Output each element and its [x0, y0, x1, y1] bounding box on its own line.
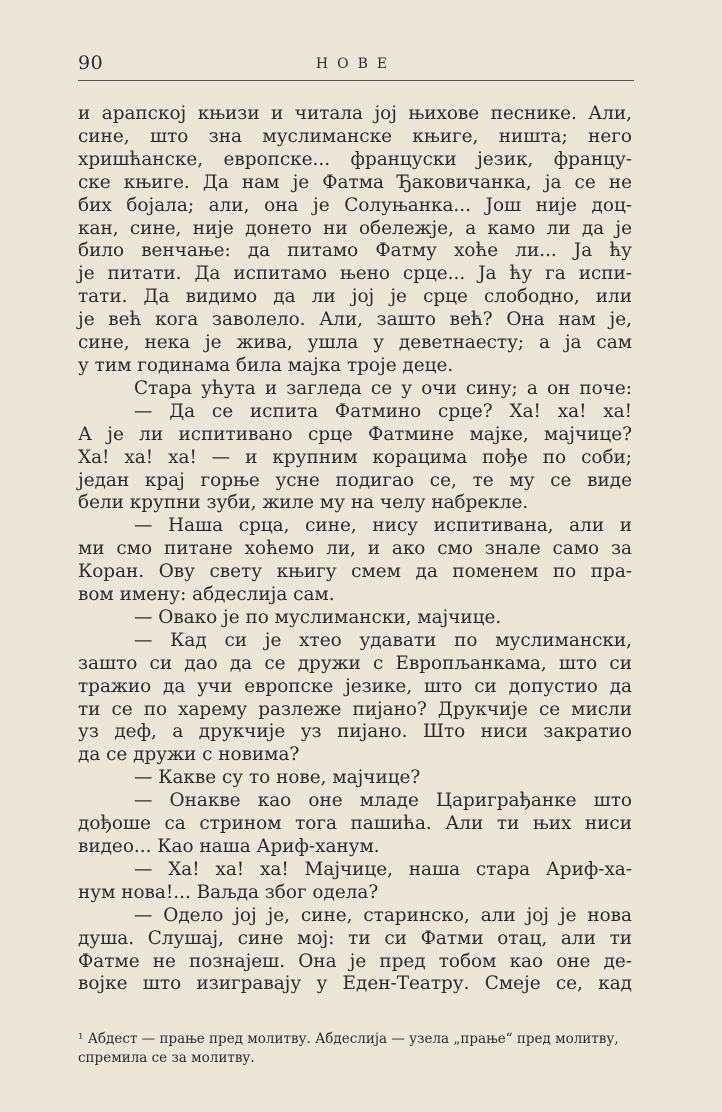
- header-rule: [78, 80, 634, 81]
- text-line: бели крупни зуби, жиле му на челу набрекле.: [78, 492, 529, 514]
- text-line: један крај горње усне подигао се, те му се виде: [78, 469, 632, 491]
- text-line: ми смо питане хоћемо ли, и ако смо знале само за: [78, 538, 632, 560]
- text-line: да се дружи с новима?: [78, 744, 300, 766]
- text-line: сине, што зна муслиманске књиге, ништа; него: [78, 125, 632, 147]
- text-line: тати. Да видимо да ли јој је срце слободно, или: [78, 286, 632, 308]
- text-line: хришћанске, европске... француски језик, францу-: [78, 148, 632, 170]
- text-line: сине, нека је жива, ушла у деветнаесту; а ја сам: [78, 332, 632, 354]
- text-line: било венчање: да питамо Фатму хоће ли... Ја ћу: [78, 240, 632, 262]
- text-line: зашто си дао да се дружи с Европљанкама, што си: [78, 652, 632, 674]
- text-line: душа. Слушај, сине мој: ти си Фатми отац, али ти: [78, 927, 632, 949]
- body-text: [78, 103, 632, 996]
- text-line: — Какве су то нове, мајчице?: [134, 767, 421, 789]
- text-line: — Да се испита Фатмино срце? Ха! ха! ха!: [134, 400, 632, 422]
- page-header: [78, 50, 634, 80]
- text-line: вом имену: абдеслија сам.: [78, 584, 335, 606]
- text-line: Фатме не познајеш. Она је пред тобом као оне де-: [78, 950, 632, 972]
- text-line: — Овако је по муслимански, мајчице.: [134, 606, 502, 628]
- text-line: уз деф, а друкчије уз пијано. Што ниси закратио: [78, 721, 632, 743]
- text-line: — Одело јој је, сине, старинско, али јој је нова: [134, 904, 632, 926]
- text-line: је питати. Да испитамо њено срце... Ја ћу га испи-: [78, 263, 632, 285]
- text-line: дођоше са стрином тога пашића. Али ти њих ниси: [78, 813, 632, 835]
- text-line: Коран. Ову свету књигу смем да поменем по пра-: [78, 561, 632, 583]
- text-line: — Наша срца, сине, нису испитивана, али и: [134, 515, 632, 537]
- text-line: — Ха! ха! ха! Мајчице, наша стара Ариф-ха-: [134, 858, 632, 880]
- text-line: Ха! ха! ха! — и крупним корацима пође по соби;: [78, 446, 632, 468]
- text-line: А је ли испитивано срце Фатмине мајке, мајчице?: [78, 423, 632, 445]
- footnote: ¹ Абдест — прање пред молитву. Абдеслија — узела „прање“ пред молитву, спремила се за молитву.: [78, 1031, 619, 1066]
- text-line: и арапској књизи и читала јој њихове песнике. Али,: [78, 103, 632, 124]
- text-line: тражио да учи европске језике, што си допустио да: [78, 675, 632, 697]
- text-line: у тим годинама била мајка троје деце.: [78, 354, 454, 376]
- text-line: — Кад си је хтео удавати по муслимански,: [134, 629, 632, 651]
- text-line: кан, сине, није донето ни обележје, а камо ли да је: [78, 217, 632, 239]
- text-line: видео... Као наша Ариф-ханум.: [78, 836, 380, 857]
- text-line: војке што изигравају у Еден-Театру. Смеје се, кад: [78, 973, 632, 995]
- text-line: је већ кога заволело. Али, зашто већ? Она нам је,: [78, 309, 632, 331]
- running-title: НОВЕ: [315, 56, 397, 72]
- text-line: — Онакве као оне младе Цариграђанке што: [134, 790, 632, 812]
- text-line: Стара ућута и загледа се у очи сину; а он поче:: [134, 377, 632, 399]
- text-line: ти се по харему разлеже пијано? Друкчије се мисли: [78, 698, 632, 720]
- page-number: 90: [78, 52, 104, 74]
- text-line: ске књиге. Да нам је Фатма Ђаковичанка, ја се не: [78, 171, 632, 193]
- text-line: бих бојала; али, она је Солуњанка... Још није доц-: [78, 194, 632, 216]
- text-line: нум нова!... Ваљда због одела?: [78, 881, 379, 903]
